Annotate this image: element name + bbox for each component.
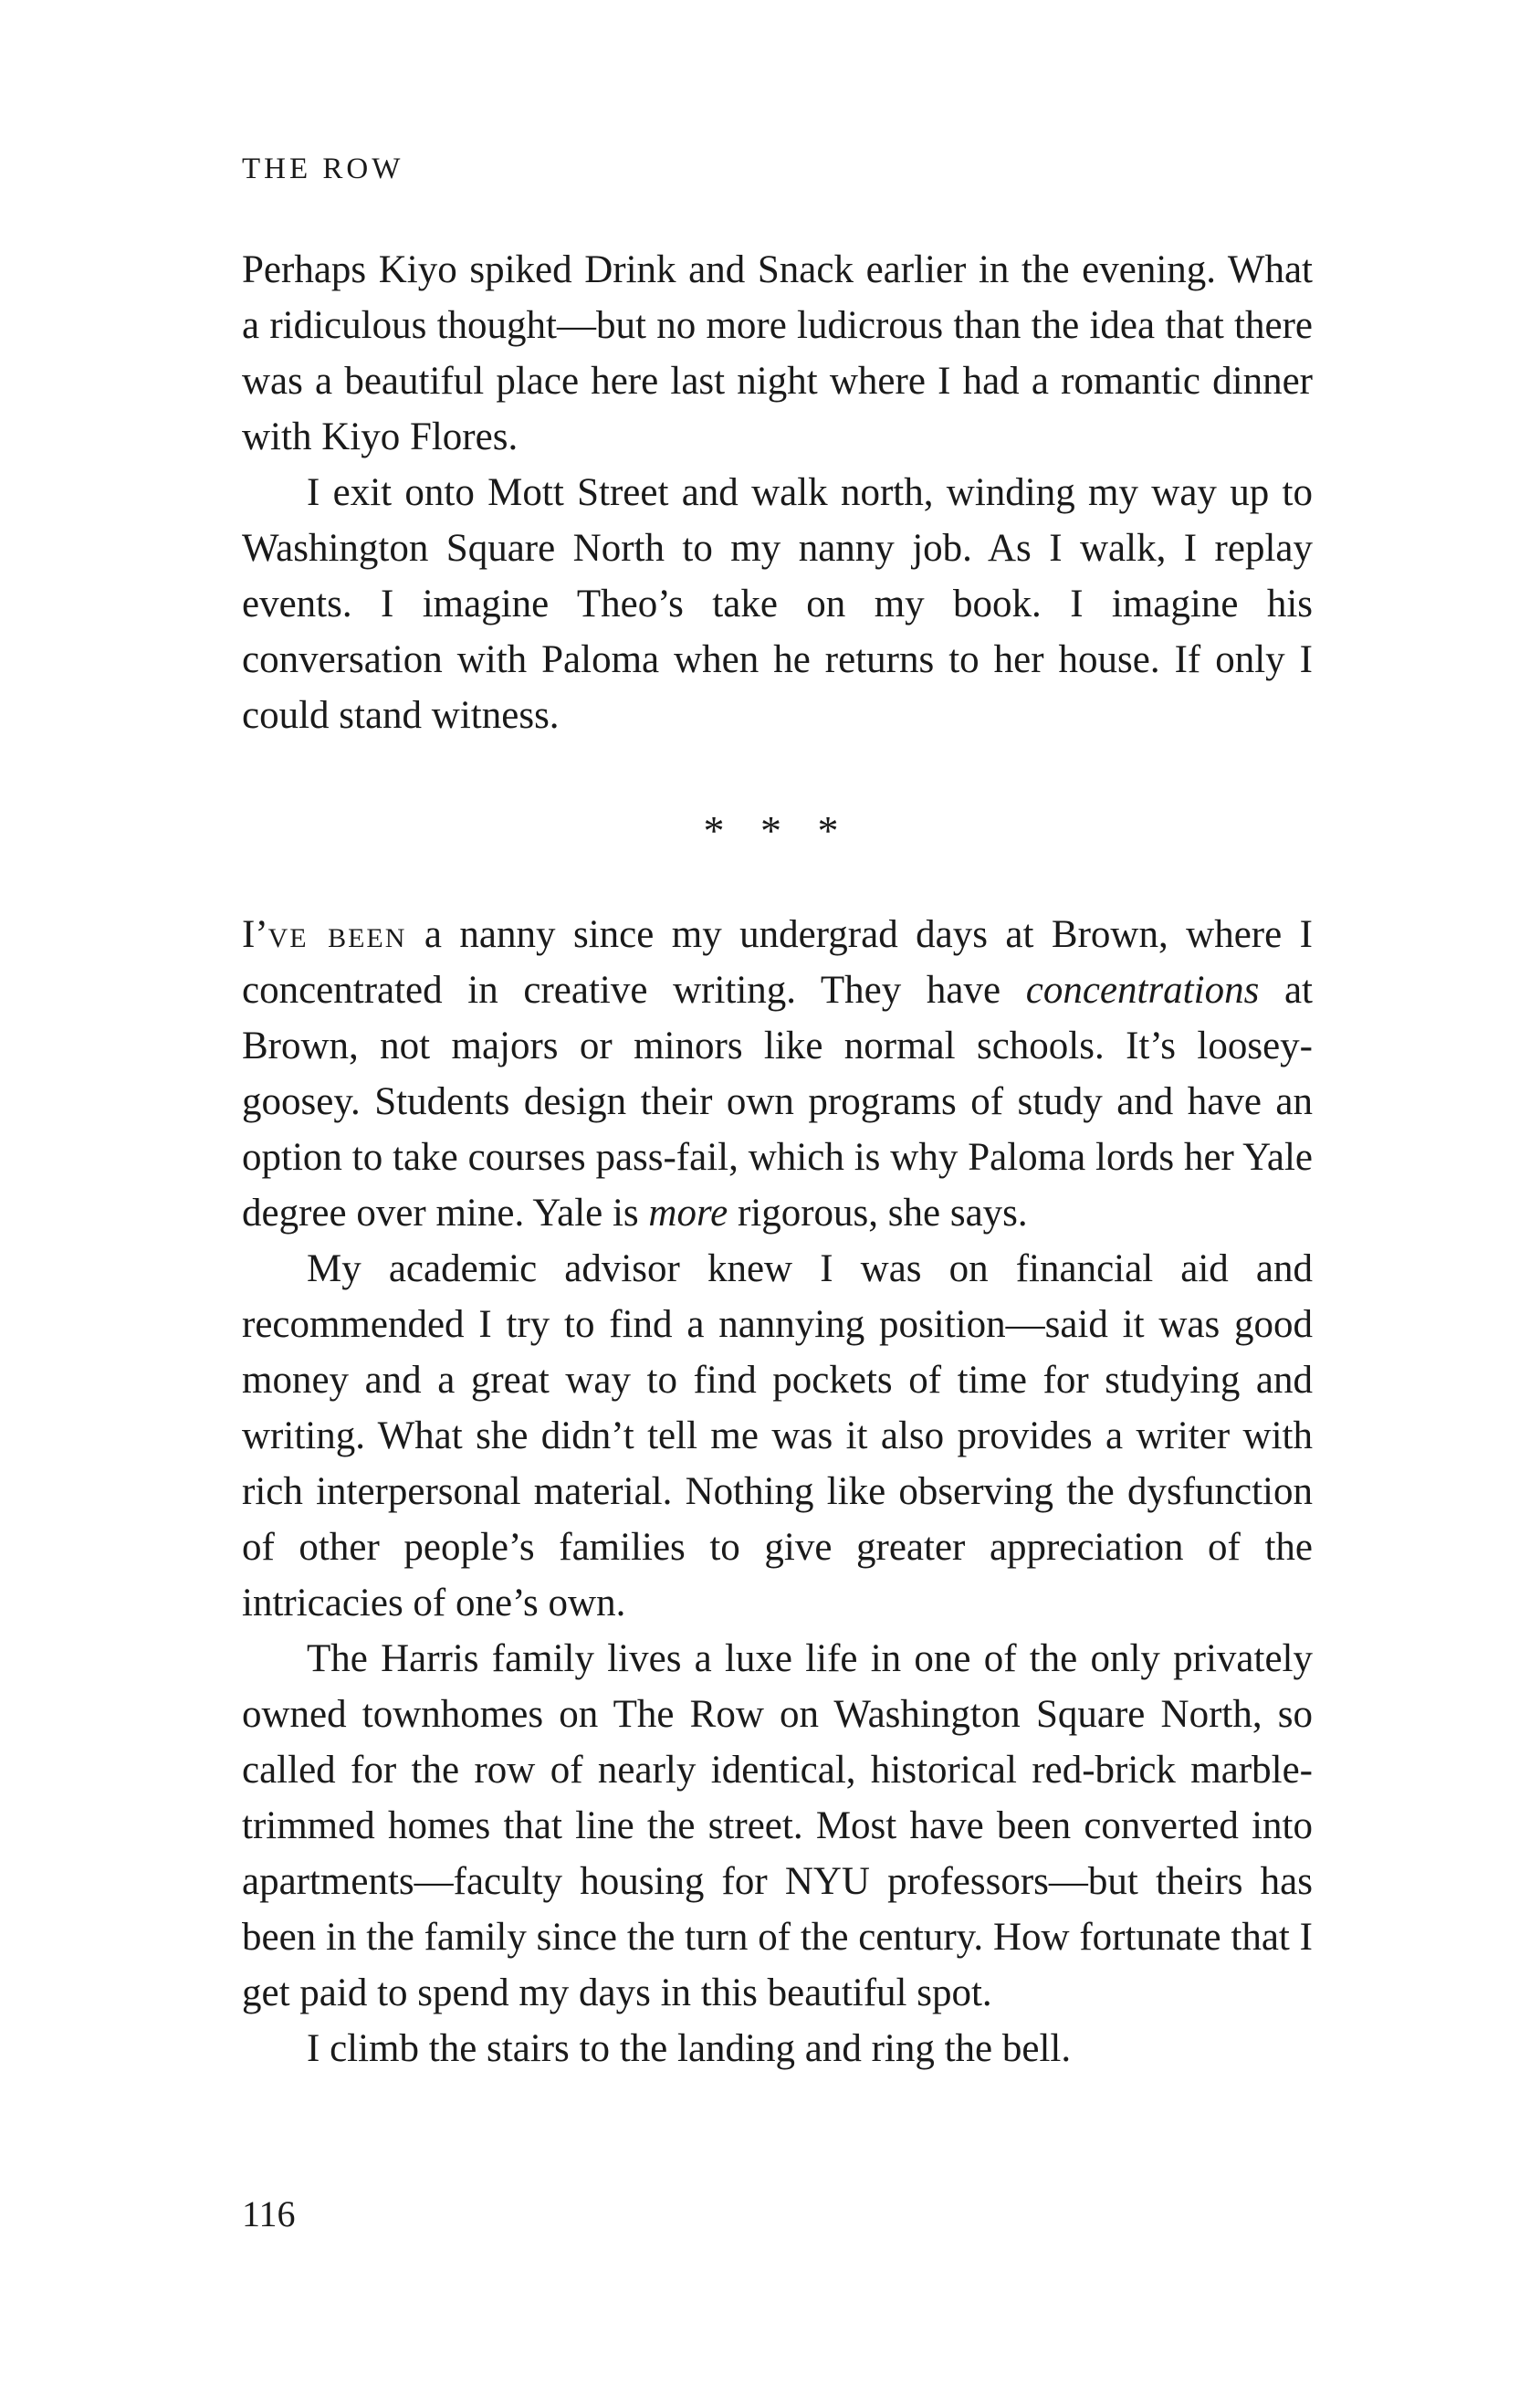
section-one [242,242,1313,743]
paragraph: My academic advisor knew I was on financial aid and recommended I try to find a nannying position—said it was good money and a great way to find pockets of time for studying and writing. What she didn’t tell me was it also provides a writer with rich interpersonal material. Nothing like observing the dysfunction of other people’s families to give greater appreciation of the intricacies of one’s own. [242,1247,1313,1624]
section-two [242,907,1313,2076]
page-number: 116 [242,2193,296,2234]
italic-term: concentrations [1025,969,1260,1012]
paragraph: Perhaps Kiyo spiked Drink and Snack earlier in the evening. What a ridiculous thought—but no more ludicrous than the idea that there was a beautiful place here last night where I had a romantic dinner with Kiyo Flores. [242,248,1313,458]
scene-break: * * * [703,807,852,854]
paragraph: I climb the stairs to the landing and ring the bell. [307,2027,1072,2070]
paragraph: I exit onto Mott Street and walk north, winding my way up to Washington Square North to my nanny job. As I walk, I replay events. I imagine Theo’s take on my book. I imagine his conversation with Paloma when he returns to her house. If only I could stand witness. [242,471,1313,737]
paragraph: The Harris family lives a luxe life in one of the only privately owned townhomes on The Row on Washington Square North, so called for the row of nearly identical, historical red-brick marble-trimmed homes that line the street. Most have been converted into apartments—faculty housing for NYU professors—but theirs has been in the family since the turn of the century. How fortunate that I get paid to spend my days in this beautiful spot. [242,1637,1313,2014]
paragraph-text: at Brown, not majors or minors like normal schools. It’s loosey-goosey. Students design their own programs of study and have an option to take courses pass-fail, which is why Paloma lords her Yale degree over mine. Yale is [242,969,1313,1235]
lead-in-start: I’ [242,913,268,956]
running-head: THE ROW [242,152,404,185]
paragraph [242,907,1313,1241]
paragraph-text: rigorous, she says. [728,1192,1028,1235]
paragraph-text: a nanny since my undergrad days at Brown, where I concentrated in creative writing. They have [242,913,1313,1012]
lead-in-small-caps: ve been [267,913,407,956]
italic-emphasis: more [648,1192,728,1235]
